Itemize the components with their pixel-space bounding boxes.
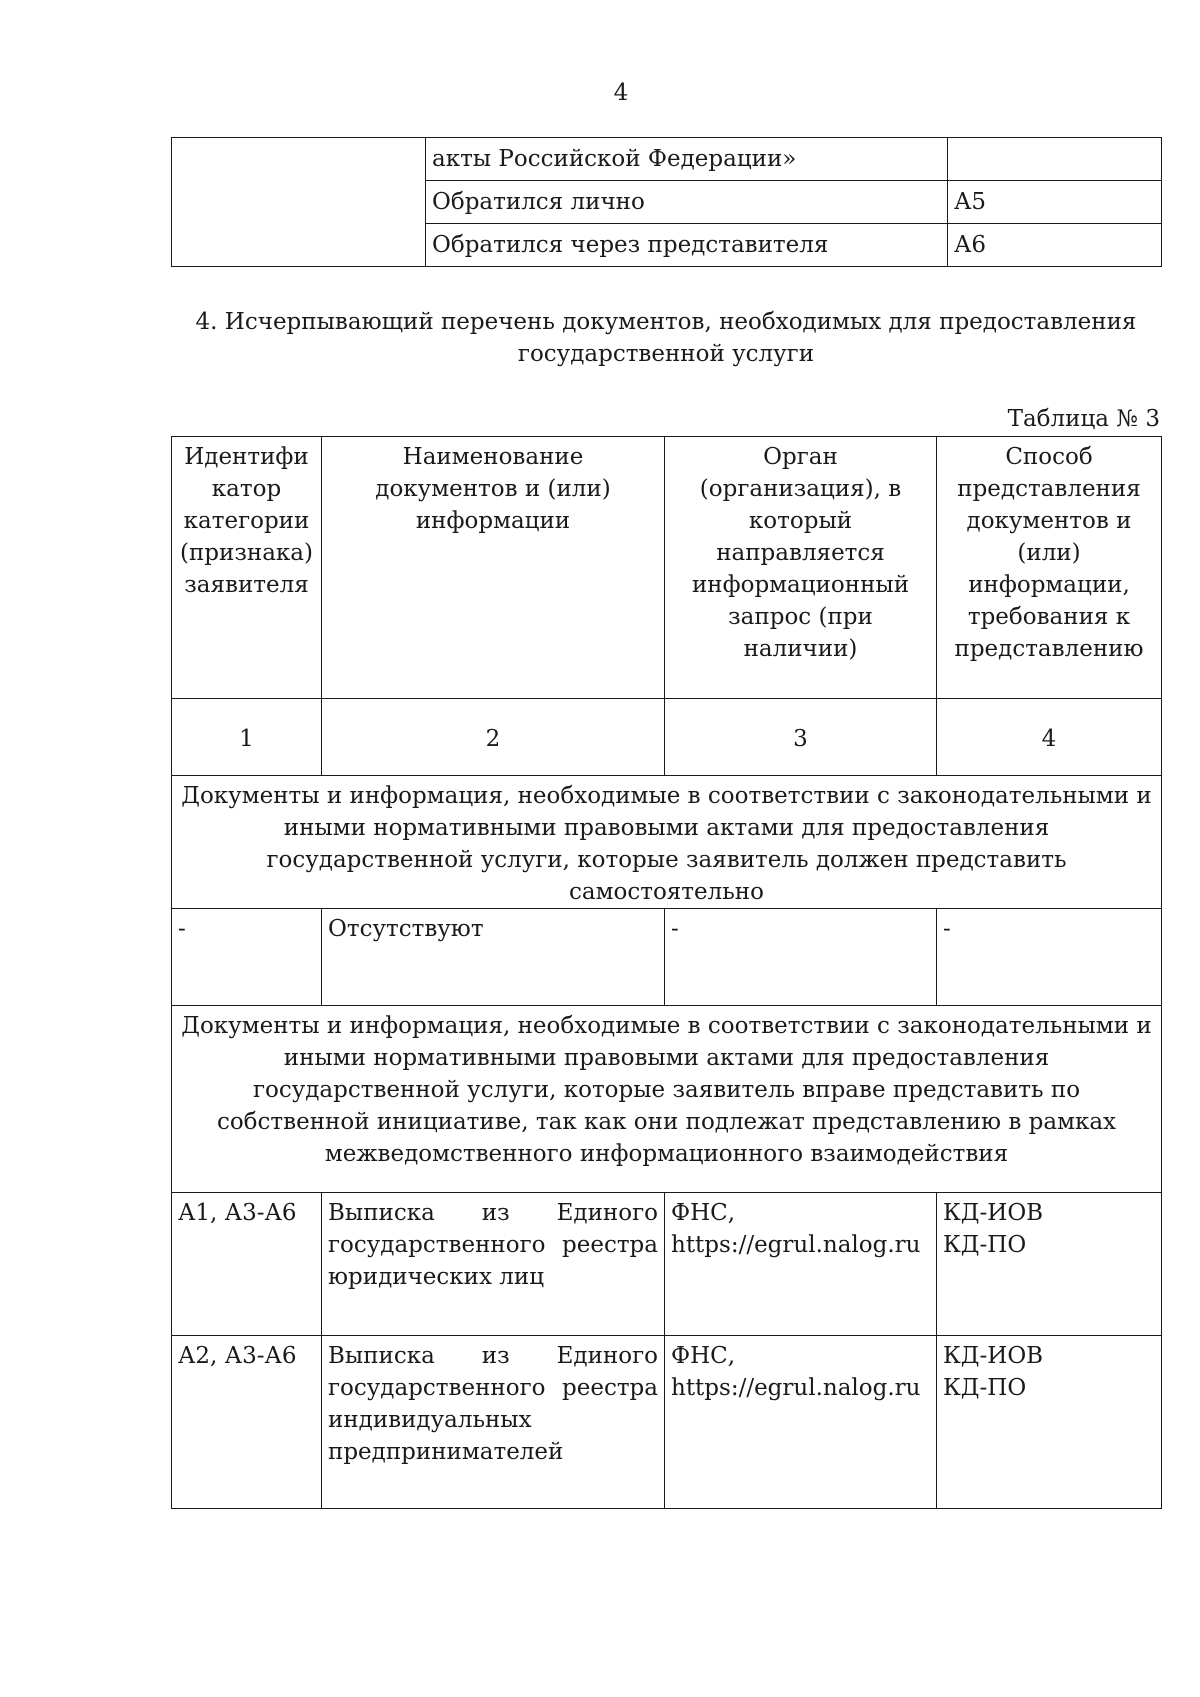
cell-method: - <box>937 909 1162 1006</box>
organ-url: https://egrul.nalog.ru <box>671 1375 921 1401</box>
method-code: КД-ПО <box>943 1232 1027 1258</box>
table-cell-code: А5 <box>948 181 1162 224</box>
organ-url: https://egrul.nalog.ru <box>671 1232 921 1258</box>
section-heading <box>171 306 1161 370</box>
column-number: 1 <box>172 699 322 776</box>
cell-document-name: Выписка из Единого государственного реестра юридических лиц <box>322 1193 665 1336</box>
method-code: КД-ИОВ <box>943 1200 1044 1226</box>
cell-organ: - <box>665 909 937 1006</box>
group-title-row <box>172 776 1162 909</box>
table-cell-text: Обратился лично <box>426 181 948 224</box>
table-cell-code: А6 <box>948 224 1162 267</box>
method-code: КД-ПО <box>943 1375 1027 1401</box>
organ-name: ФНС, <box>671 1343 736 1369</box>
column-number: 4 <box>937 699 1162 776</box>
cell-applicant-id: А2, А3-А6 <box>172 1336 322 1509</box>
table-caption: Таблица № 3 <box>1007 406 1160 432</box>
header-cell-method: Способ представления документов и (или) информации, требования к представлению <box>937 437 1162 699</box>
table-row <box>172 1193 1162 1336</box>
cell-organ <box>665 1336 937 1509</box>
table-cell-empty <box>172 138 426 267</box>
cell-applicant-id: - <box>172 909 322 1006</box>
page-number: 4 <box>613 80 629 106</box>
cell-method <box>937 1336 1162 1509</box>
header-cell-organ: Орган (организация), в который направляется информационный запрос (при наличии) <box>665 437 937 699</box>
table-cell-text: Обратился через представителя <box>426 224 948 267</box>
cell-applicant-id: А1, А3-А6 <box>172 1193 322 1336</box>
group-title-row <box>172 1006 1162 1193</box>
table-row <box>172 1336 1162 1509</box>
column-number: 3 <box>665 699 937 776</box>
table-row <box>172 138 1162 181</box>
table-header-row <box>172 437 1162 699</box>
cell-method <box>937 1193 1162 1336</box>
group-title-optional: Документы и информация, необходимые в соответствии с законодательными и иными нормативными правовыми актами для предоставления государственной услуги, которые заявитель вправе представить по собственной инициативе, так как они подлежат представлению в рамках межведомственного информационного взаимодействия <box>172 1006 1162 1193</box>
cell-organ <box>665 1193 937 1336</box>
section-heading-line: 4. Исчерпывающий перечень документов, необходимых для предоставления <box>195 309 1137 335</box>
section-heading-line: государственной услуги <box>517 341 815 367</box>
cell-document-name: Отсутствуют <box>322 909 665 1006</box>
method-code: КД-ИОВ <box>943 1343 1044 1369</box>
continuation-table <box>171 137 1162 267</box>
group-title-required: Документы и информация, необходимые в соответствии с законодательными и иными нормативными правовыми актами для предоставления государственной услуги, которые заявитель должен представить самостоятельно <box>172 776 1162 909</box>
column-number: 2 <box>322 699 665 776</box>
header-cell-document-name: Наименование документов и (или) информации <box>322 437 665 699</box>
table-cell-code <box>948 138 1162 181</box>
organ-name: ФНС, <box>671 1200 736 1226</box>
table-row <box>172 909 1162 1006</box>
column-number-row <box>172 699 1162 776</box>
header-cell-applicant-id: Идентифи катор категории (признака) заявителя <box>172 437 322 699</box>
table-cell-text: акты Российской Федерации» <box>426 138 948 181</box>
cell-document-name: Выписка из Единого государственного реестра индивидуальных предпринимателей <box>322 1336 665 1509</box>
documents-table <box>171 436 1162 1509</box>
